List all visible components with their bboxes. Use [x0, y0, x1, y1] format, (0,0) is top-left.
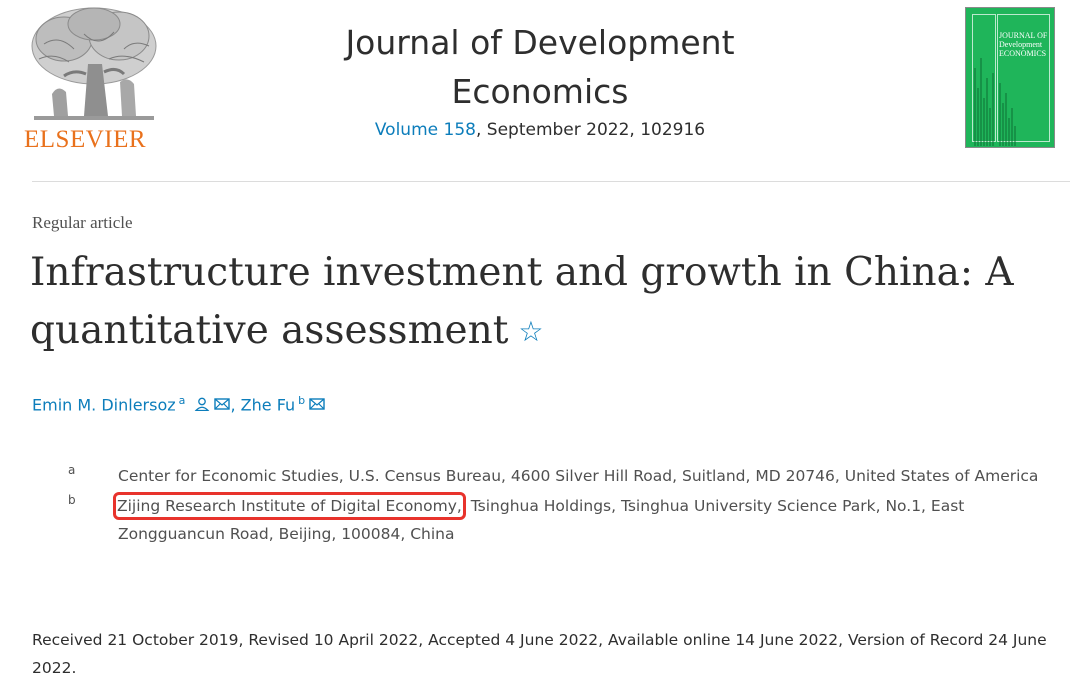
affiliation-item — [68, 492, 1068, 548]
publisher-name: ELSEVIER — [24, 126, 147, 153]
cover-barcode-pattern — [966, 8, 1055, 148]
article-type: Regular article — [32, 213, 133, 232]
affiliation-item — [68, 462, 1068, 490]
affiliation-text: Tsinghua Holdings, Tsinghua University Science Park, No.1, East Zongguancun Road, Beijing, 100084, China — [118, 497, 965, 543]
journal-header — [0, 0, 1080, 182]
tree-logo-icon — [24, 4, 164, 124]
elsevier-logo[interactable] — [24, 4, 164, 154]
journal-cover-image[interactable] — [965, 7, 1055, 148]
affiliations-list — [68, 462, 1068, 550]
envelope-icon[interactable] — [214, 397, 230, 411]
header-divider — [32, 181, 1070, 182]
affiliation-label: b — [68, 493, 76, 507]
article-title — [30, 244, 1070, 361]
highlighted-institution: Zijing Research Institute of Digital Economy, — [113, 492, 466, 520]
author-link-fu[interactable]: Zhe Fu — [240, 395, 296, 415]
author-affiliation-sup[interactable]: a — [178, 394, 186, 407]
publication-history: Received 21 October 2019, Revised 10 April 2022, Accepted 4 June 2022, Available online 14 June 2022, Version of Record 24 June 2022. — [32, 631, 1047, 677]
affiliation-text: Center for Economic Studies, U.S. Census Bureau, 4600 Silver Hill Road, Suitland, MD 20746, United States of America — [118, 467, 1039, 485]
author-link-dinlersoz[interactable]: Emin M. Dinlersoz — [32, 395, 176, 415]
journal-title[interactable]: Journal of Development Economics — [345, 23, 735, 111]
envelope-icon[interactable] — [309, 397, 325, 411]
author-affiliation-sup[interactable]: b — [298, 394, 306, 407]
star-outline-icon[interactable]: ☆ — [518, 315, 544, 348]
affiliation-label: a — [68, 463, 76, 477]
cover-title-text: JOURNAL OF Development ECONOMICS — [999, 31, 1048, 58]
author-list — [32, 394, 325, 414]
article-title-text: Infrastructure investment and growth in China: A quantitative assessment — [30, 250, 1014, 353]
person-icon[interactable] — [194, 397, 210, 411]
issue-info — [300, 120, 780, 140]
author-separator: , — [230, 395, 241, 415]
volume-link[interactable]: Volume 158 — [374, 120, 476, 140]
issue-details: , September 2022, 102916 — [475, 120, 706, 140]
